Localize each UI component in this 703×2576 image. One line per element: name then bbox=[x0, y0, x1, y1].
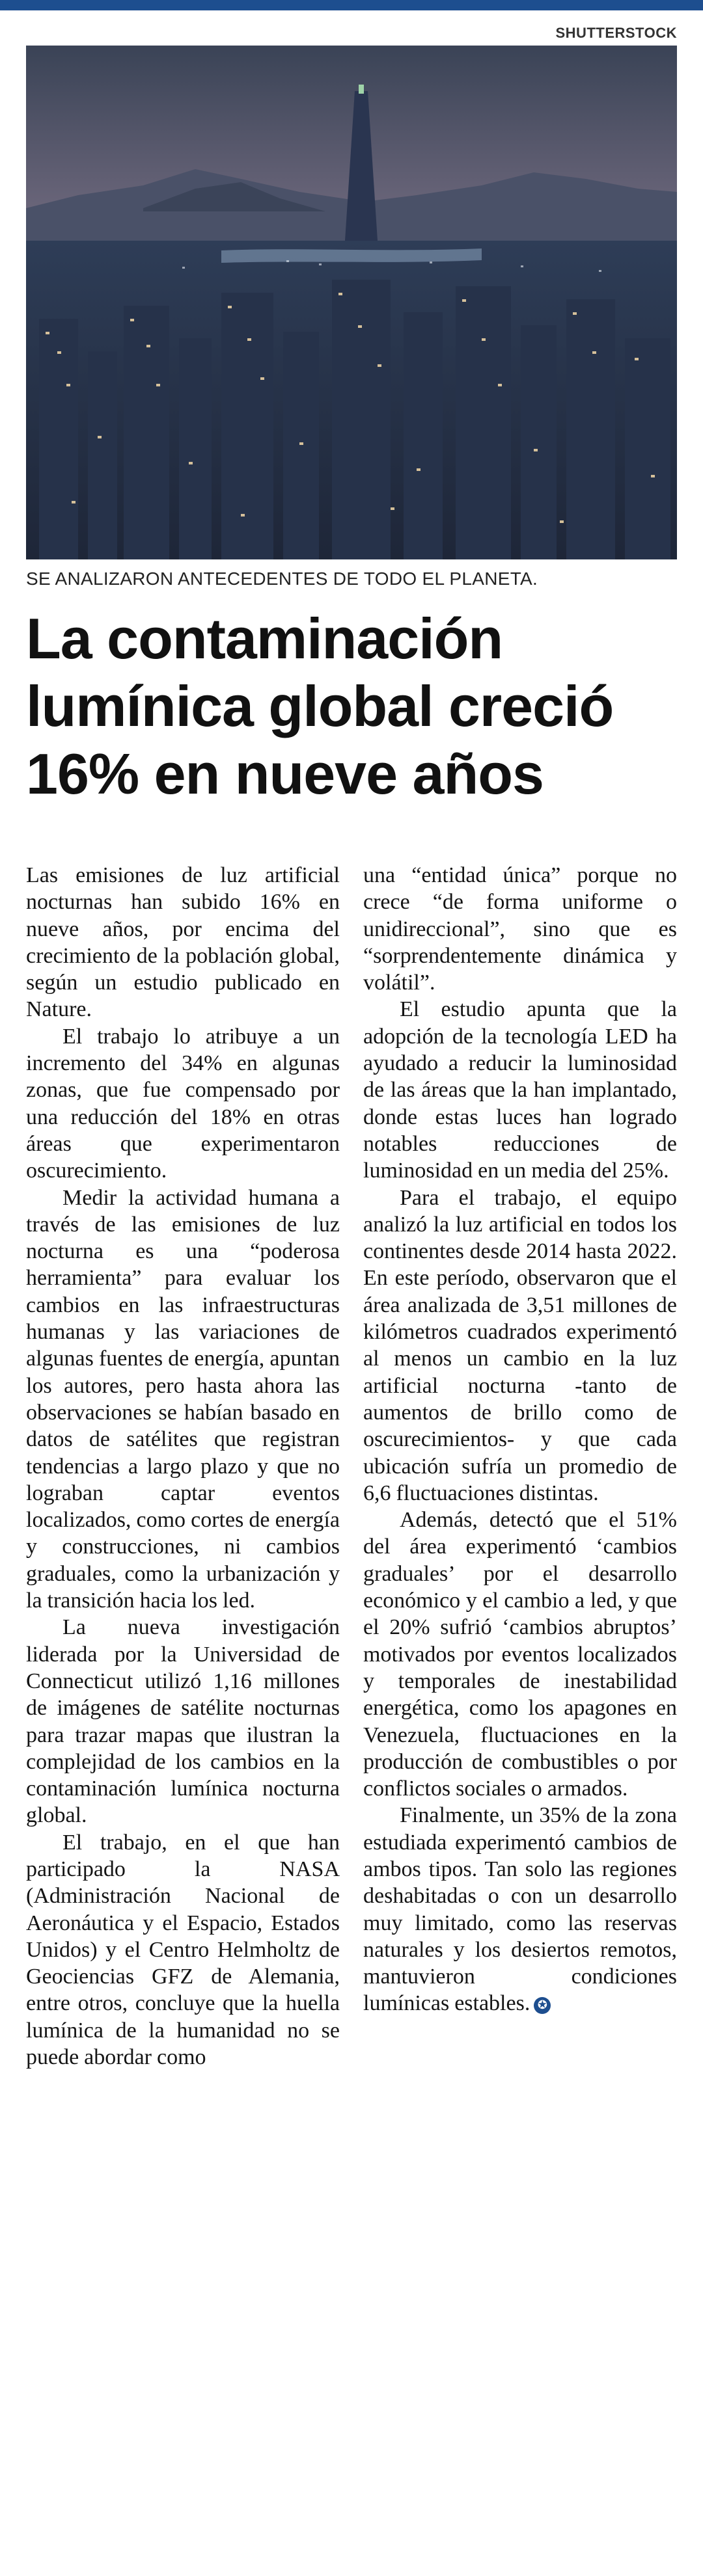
headline: La contaminación lumínica global creció 16% en nueve años bbox=[26, 606, 614, 806]
paragraph-text: Finalmente, un 35% de la zona estudiada experimentó cambios de ambos tipos. Tan solo las regiones deshabitadas o con un desarrollo muy limitado, como las reservas naturales y los desiertos remotos, mantuvieron condiciones lumínicas estables. bbox=[363, 1803, 677, 2016]
paragraph: El trabajo, en el que han participado la NASA (Administración Nacional de Aeronáutica y el Espacio, Estados Unidos) y el Centro Helmholtz de Geociencias GFZ de Alemania, entre otros, concluye que la huella lumínica de la humanidad no se puede abordar como bbox=[26, 1830, 340, 2070]
paragraph: El estudio apunta que la adopción de la tecnología LED ha ayudado a reducir la luminosidad de las áreas que la han implantado, donde estas luces han logrado notables reducciones de luminosidad en un media del 25%. bbox=[363, 997, 677, 1183]
paragraph: La nueva investigación liderada por la Universidad de Connecticut utilizó 1,16 millones de imágenes de satélite nocturnas para trazar mapas que ilustran la complejidad de los cambios en la contaminación lumínica nocturna global. bbox=[26, 1615, 340, 1828]
paragraph: Medir la actividad humana a través de las emisiones de luz nocturna es una “poderosa herramienta” para evaluar los cambios en las infraestructuras humanas y las variaciones de algunas fuentes de energía, apuntan los autores, pero hasta ahora las observaciones se habían basado en datos de satélites que registran tendencias a largo plazo y que no lograban captar eventos localizados, como cortes de energía y construcciones, ni cambios graduales, como la urbanización y la transición hacia los led. bbox=[26, 1185, 340, 1613]
paragraph: Para el trabajo, el equipo analizó la luz artificial en todos los continentes desde 2014 hasta 2022. En este período, observaron que el área analizada de 3,51 millones de kilómetros cuadrados experimentó al menos un cambio en la luz artificial nocturna -tanto de aumentos de brillo como de oscurecimientos- y que cada ubicación sufría un promedio de 6,6 fluctuaciones distintas. bbox=[363, 1185, 677, 1505]
column-left bbox=[26, 862, 340, 2071]
paragraph: El trabajo lo atribuye a un incremento del 34% en algunas zonas, que fue compensado por una reducción del 18% en otras áreas que experimentaron oscurecimiento. bbox=[26, 1024, 340, 1183]
photo-credit: SHUTTERSTOCK bbox=[555, 25, 677, 41]
article-body bbox=[26, 862, 677, 2071]
paragraph: Además, detectó que el 51% del área experimentó ‘cambios graduales’ por el desarrollo económico y el cambio a led, y que el 20% sufrió ‘cambios abruptos’ motivados por eventos localizados y temporales de inestabilidad energética, como los apagones en Venezuela, fluctuaciones en la producción de combustibles o por conflictos sociales o armados. bbox=[363, 1508, 677, 1801]
paragraph: una “entidad única” porque no crece “de forma uniforme o unidireccional”, sino que es “sorprendentemente dinámica y volátil”. bbox=[363, 863, 677, 995]
photo-caption: SE ANALIZARON ANTECEDENTES DE TODO EL PLANETA. bbox=[26, 569, 538, 589]
end-of-article-icon: ✪ bbox=[534, 1997, 551, 2014]
paragraph: Las emisiones de luz artificial nocturnas han subido 16% en nueve años, por encima del crecimiento de la población global, según un estudio publicado en Nature. bbox=[26, 863, 340, 1022]
column-right bbox=[363, 862, 677, 2071]
night-city-skyline-photo bbox=[26, 46, 677, 559]
paragraph bbox=[363, 1802, 677, 2017]
top-color-bar bbox=[0, 0, 703, 10]
